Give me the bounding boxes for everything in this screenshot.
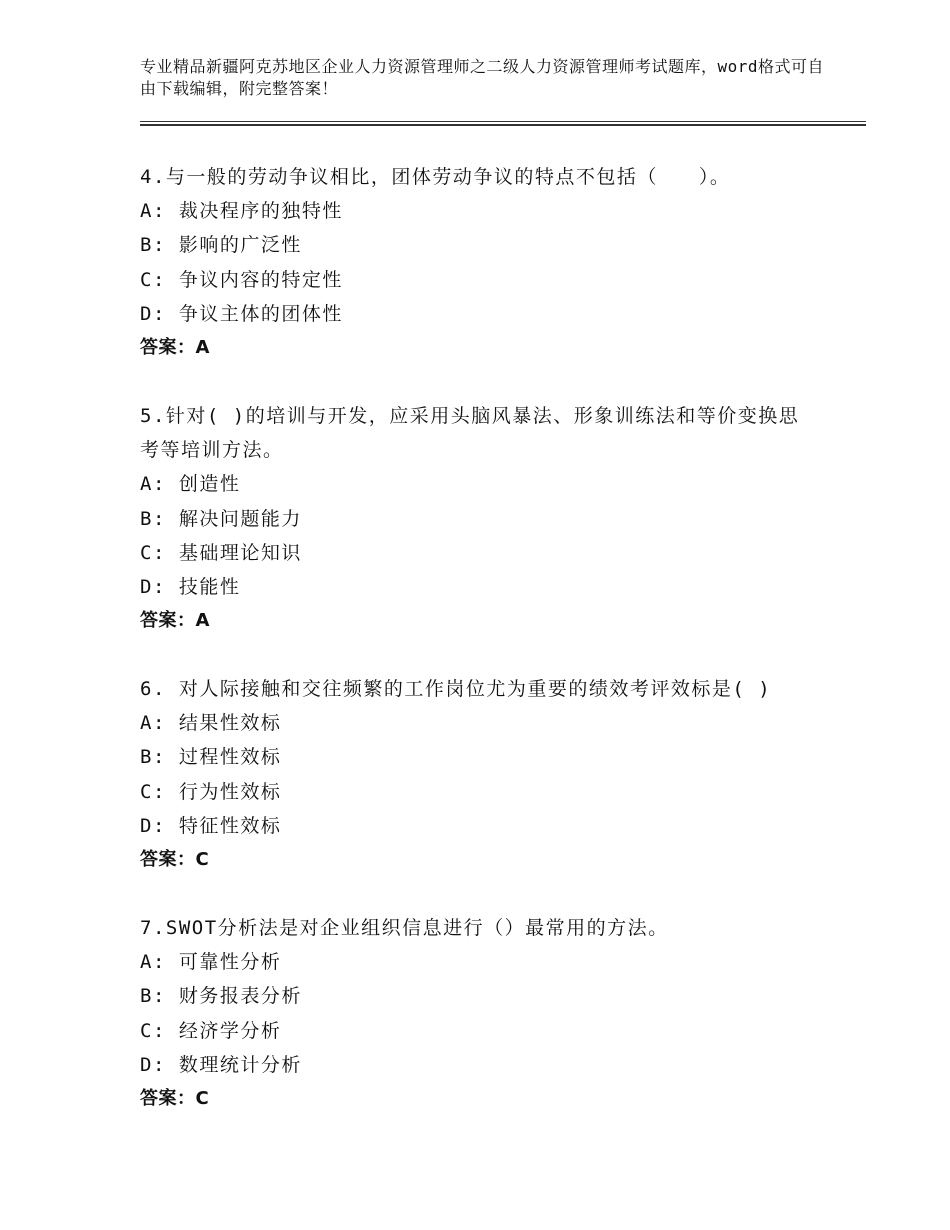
- option-a: A: 结果性效标: [140, 712, 282, 735]
- answer: 答案：C: [140, 848, 210, 870]
- option-a: A: 可靠性分析: [140, 951, 282, 974]
- option-d: D: 特征性效标: [140, 814, 282, 837]
- question-stem: 6. 对人际接触和交往频繁的工作岗位尤为重要的绩效考评效标是( ): [140, 678, 772, 700]
- answer: 答案：A: [140, 336, 210, 358]
- answer: 答案：A: [140, 610, 210, 632]
- option-d: D: 技能性: [140, 575, 241, 598]
- header-title: 专业精品新疆阿克苏地区企业人力资源管理师之二级人力资源管理师考试题库，word格式可自由下载编辑，附完整答案！: [140, 57, 825, 98]
- option-b: B: 财务报表分析: [140, 985, 302, 1008]
- option-b: B: 解决问题能力: [140, 507, 302, 530]
- question-block: [140, 399, 840, 638]
- question-stem: 5.针对( )的培训与开发，应采用头脑风暴法、形象训练法和等价变换思考等培训方法。: [140, 405, 800, 462]
- header-divider-thick: [140, 124, 866, 126]
- question-stem: 4.与一般的劳动争议相比，团体劳动争议的特点不包括（ ）。: [140, 166, 731, 188]
- option-b: B: 过程性效标: [140, 746, 282, 769]
- question-block: [140, 911, 840, 1116]
- header-divider: [140, 121, 866, 122]
- option-c: C: 争议内容的特定性: [140, 268, 343, 291]
- option-d: D: 争议主体的团体性: [140, 302, 343, 325]
- document-header: [140, 56, 840, 100]
- question-block: [140, 160, 840, 365]
- option-c: C: 行为性效标: [140, 780, 282, 803]
- option-c: C: 经济学分析: [140, 1019, 282, 1042]
- question-stem: 7.SWOT分析法是对企业组织信息进行（）最常用的方法。: [140, 917, 669, 939]
- option-b: B: 影响的广泛性: [140, 234, 302, 257]
- option-c: C: 基础理论知识: [140, 541, 302, 564]
- option-d: D: 数理统计分析: [140, 1053, 302, 1076]
- question-block: [140, 672, 840, 877]
- answer: 答案：C: [140, 1087, 210, 1109]
- option-a: A: 裁决程序的独特性: [140, 200, 343, 223]
- option-a: A: 创造性: [140, 473, 241, 496]
